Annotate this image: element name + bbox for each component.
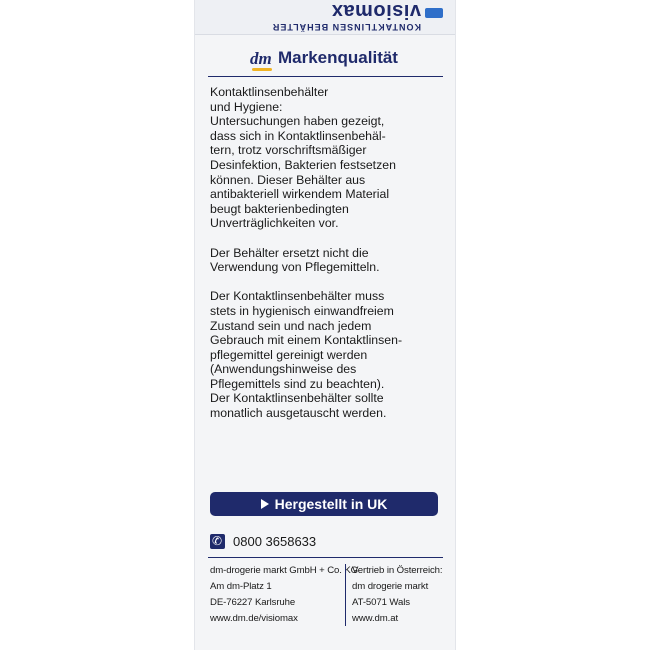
product-description	[210, 85, 450, 435]
text-line: beugt bakterienbedingten	[210, 201, 349, 216]
made-in-label: Hergestellt in UK	[274, 496, 388, 512]
text-line: Unverträglichkeiten vor.	[210, 216, 339, 231]
city: AT-5071 Wals	[352, 597, 410, 608]
paragraph-care-products	[210, 246, 450, 275]
top-flap-subtitle: KONTAKTLINSEN BEHÄLTER	[271, 22, 421, 32]
text-line: stets in hygienisch einwandfreiem	[210, 303, 394, 318]
address-austria	[352, 563, 452, 627]
text-line: Der Behälter ersetzt nicht die	[210, 245, 369, 260]
text-line: Gebrauch mit einem Kontaktlinsen-	[210, 333, 403, 348]
website: www.dm.at	[352, 613, 399, 624]
phone-number: 0800 3658633	[233, 534, 317, 549]
address-germany	[210, 563, 359, 627]
text-line: (Anwendungshinweise des	[210, 362, 357, 377]
company-name: dm drogerie markt	[352, 581, 429, 592]
paragraph-cleaning	[210, 289, 450, 420]
phone-row	[210, 533, 316, 551]
text-line: antibakteriell wirkendem Material	[210, 187, 390, 202]
text-line: Der Kontaktlinsenbehälter muss	[210, 289, 385, 304]
text-line: Verwendung von Pflegemitteln.	[210, 260, 380, 275]
text-line: Pflegemittels sind zu beachten).	[210, 376, 385, 391]
divider	[208, 557, 443, 558]
company-name: dm-drogerie markt GmbH + Co. KG	[210, 565, 359, 576]
city: DE-76227 Karlsruhe	[210, 597, 296, 608]
text-line: Der Kontaktlinsenbehälter sollte	[210, 391, 384, 406]
top-flap	[195, 0, 455, 35]
brand-header	[208, 46, 443, 77]
top-flap-upside-down	[195, 0, 455, 34]
top-flap-brand: visiomax	[331, 0, 421, 22]
street: Am dm-Platz 1	[210, 581, 272, 592]
package-back-panel	[194, 0, 456, 650]
play-triangle-icon	[261, 499, 269, 509]
text-line: Desinfektion, Bakterien festsetzen	[210, 157, 396, 172]
product-badge-icon	[425, 8, 443, 18]
text-line: tern, trotz vorschriftsmäßiger	[210, 143, 367, 158]
distribution-label: Vertrieb in Österreich:	[352, 565, 443, 576]
website: www.dm.de/visiomax	[210, 613, 298, 624]
brand-quality-title: Markenqualität	[278, 48, 398, 67]
paragraph-hygiene	[210, 85, 450, 231]
address-divider	[345, 564, 346, 626]
dm-logo-icon: dm	[250, 49, 272, 68]
phone-icon	[210, 534, 225, 549]
text-line: und Hygiene:	[210, 99, 283, 114]
text-line: können. Dieser Behälter aus	[210, 172, 366, 187]
text-line: dass sich in Kontaktlinsenbehäl-	[210, 128, 386, 143]
made-in-badge	[210, 492, 438, 516]
text-line: pflegemittel gereinigt werden	[210, 347, 368, 362]
text-line: Kontaktlinsenbehälter	[210, 85, 329, 99]
text-line: Zustand sein und nach jedem	[210, 318, 372, 333]
text-line: monatlich ausgetauscht werden.	[210, 406, 387, 421]
text-line: Untersuchungen haben gezeigt,	[210, 114, 385, 129]
